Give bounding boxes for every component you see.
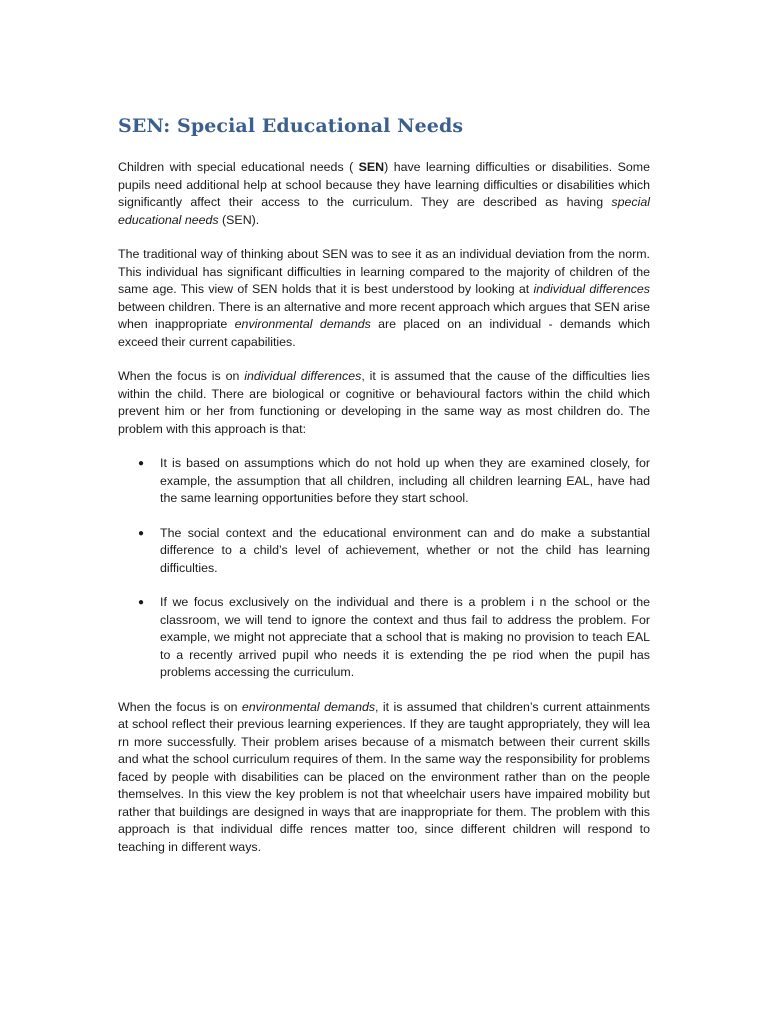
text: When the focus is on (118, 699, 242, 714)
paragraph-intro (118, 159, 650, 229)
text: The traditional way of thinking about SEN was to see it as an individual deviation from the norm. This individual has significant difficulties in learning compared to the majority of children of the same age. This view of SEN holds that it is best understood by looking at (118, 247, 650, 296)
text: (SEN). (218, 212, 260, 227)
italic-term: environmental demands (241, 699, 376, 714)
list-item (138, 525, 650, 578)
text: Children with special educational needs ( (118, 160, 359, 174)
paragraph-traditional-view (118, 246, 650, 351)
text: are placed on an individual - demands which exceed their current capabilities. (118, 317, 651, 349)
paragraph-individual-differences (118, 368, 650, 438)
text: When the focus is on (118, 369, 245, 383)
list-item (138, 455, 650, 508)
italic-term: individual differences (244, 369, 362, 383)
text: , it is assumed that children’s current attainments at school reflect their previous learning experiences. If they are taught appropriately, they will lea rn more successfully. Their problem arises because of a mismatch between their current skills and what the school curriculum requires of them. In the same way the responsibility for problems faced by people with disabilities can be placed on the environment rather than on the people themselves. In this view the key problem is not that wheelchair users have impaired mobility but rather that buildings are designed in ways that are inappropriate for them. The problem with this approach is that individual diffe rences matter too, since different children will respond to teaching in different ways. (118, 699, 650, 854)
list-item (138, 594, 650, 682)
bullet-icon: ● (138, 527, 145, 539)
page-title: SEN: Special Educational Needs (118, 115, 464, 137)
bold-term: SEN (358, 160, 385, 174)
italic-term: individual differences (533, 282, 651, 296)
italic-term: environmental demands (234, 317, 371, 331)
paragraph-environmental-demands (118, 699, 650, 857)
italic-term: special educational needs (118, 195, 650, 227)
text: , it is assumed that the cause of the difficulties lies within the child. There are biological or cognitive or behavioural factors within the child which prevent him or her from functioning or developing in the same way as most children do. The problem with this approach is that: (118, 369, 650, 436)
list-item-text: The social context and the educational environment can and do make a substantial difference to a child’s level of achievement, whether or not the child has learning difficulties. (160, 525, 650, 575)
text: ) have learning difficulties or disabilities. Some pupils need additional help at school because they have learning difficulties or disabilities which significantly affect their access to the curriculum. They are described as having (118, 160, 650, 209)
text: between children. There is an alternative and more recent approach which argues that SEN arise when inappropriate (118, 299, 650, 331)
problem-list (118, 455, 650, 682)
list-item-text: It is based on assumptions which do not hold up when they are examined closely, for example, the assumption that all children, including all children learning EAL, have had the same learning opportunities before they start school. (160, 456, 650, 505)
list-item-text: If we focus exclusively on the individual and there is a problem i n the school or the classroom, we will tend to ignore the context and thus fail to address the problem. For example, we might not appreciate that a school that is making no provision to teach EAL to a recently arrived pupil who needs it is extending the pe riod when the pupil has problems accessing the curriculum. (160, 595, 650, 679)
bullet-icon: ● (138, 458, 145, 469)
bullet-icon: ● (138, 597, 145, 608)
